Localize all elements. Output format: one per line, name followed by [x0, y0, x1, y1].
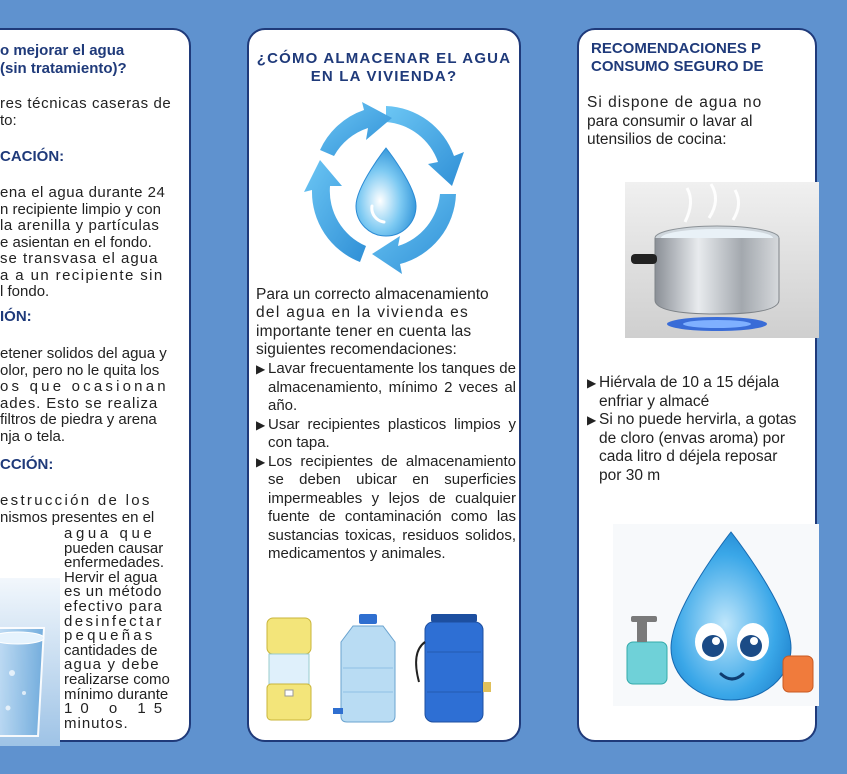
section-heading-filtration: IÓN:	[0, 308, 32, 325]
water-glass-icon	[0, 578, 60, 746]
panel3-title	[591, 40, 764, 76]
list-item: ▶ Los recipientes de almacenamiento se deben ubicar en superficies impermeables y lejos de cualquier fuente de contaminación como las sustancias toxicas, residuos solidos, medicamentos y animales.	[256, 453, 516, 564]
text-line: agua que	[64, 525, 156, 542]
text-line: enfermedades.	[64, 554, 165, 572]
list-item: ▶ Lavar frecuentamente los tanques de almacenamiento, mínimo 2 veces al año.	[256, 360, 516, 416]
section-text-sedimentation	[0, 185, 165, 301]
panel3-title-line: RECOMENDACIONES P	[591, 40, 762, 57]
list-item: ▶ Hiérvala de 10 a 15 déjala enfriar y almacé	[587, 374, 799, 411]
boiling-pot-icon	[625, 182, 819, 338]
text-line: efectivo para	[64, 597, 163, 615]
panel1-title-line: o mejorar el agua	[0, 42, 125, 59]
text-line: 10 o 15	[64, 700, 171, 718]
text-line: nismos presentes en el	[0, 508, 155, 526]
section-heading-disinfection: CCIÓN:	[0, 456, 54, 473]
panel2-title-line: EN LA VIVIENDA?	[310, 68, 458, 85]
panel2-recommendations-list	[256, 360, 516, 564]
text-line: Hervir el agua	[64, 568, 158, 586]
text-line: a a un recipiente sin	[0, 266, 164, 284]
panel1-title-line: (sin tratamiento)?	[0, 60, 127, 77]
text-line: siguientes recomendaciones:	[256, 341, 457, 359]
text-line: para consumir o lavar al	[587, 112, 753, 130]
text-line: estrucción de los	[0, 492, 152, 509]
text-line: agua y debe	[64, 656, 160, 674]
panel-safe-consumption	[577, 28, 817, 742]
text-line: e asientan en el fondo.	[0, 233, 152, 251]
water-containers-icon	[261, 612, 511, 724]
panel1-title	[0, 42, 127, 78]
text-line: del agua en la vivienda es	[256, 304, 470, 322]
text-line: Si dispone de agua no	[587, 94, 763, 111]
panel2-title	[249, 50, 519, 86]
intro-line: res técnicas caseras de	[0, 95, 172, 112]
text-line: ades. Esto se realiza	[0, 394, 159, 412]
text-line: importante tener en cuenta las	[256, 322, 472, 340]
section-text-disinfection	[0, 493, 154, 526]
section-text-filtration	[0, 346, 169, 445]
panel3-recommendations-list	[587, 374, 847, 485]
text-line: filtros de piedra y arena	[0, 411, 157, 428]
water-recycle-drop-icon	[304, 94, 468, 276]
text-line: os que ocasionan	[0, 378, 169, 395]
text-line: l fondo.	[0, 283, 50, 300]
text-line: etener solidos del agua y	[0, 345, 167, 362]
list-item: ▶ Usar recipientes plasticos limpios y con tapa.	[256, 416, 516, 453]
text-line: realizarse como	[64, 670, 170, 688]
panel1-intro	[0, 96, 171, 129]
text-line: ena el agua durante 24	[0, 184, 166, 201]
text-line: minutos.	[64, 714, 129, 732]
intro-line: to:	[0, 111, 17, 129]
list-item: ▶ Si no puede hervirla, a gotas de cloro (envas aroma) por cada litro d déjela reposar por 30 m	[587, 411, 799, 485]
text-line: cantidades de	[64, 641, 158, 659]
text-line: se transvasa el agua	[0, 250, 159, 267]
section-side-text-disinfection	[64, 527, 170, 731]
panel-water-storage	[247, 28, 521, 742]
panel3-intro	[587, 94, 762, 150]
panel-water-treatment	[0, 28, 191, 742]
panel2-intro	[256, 286, 516, 360]
text-line: mínimo durante	[64, 685, 169, 703]
section-heading-sedimentation: CACIÓN:	[0, 148, 65, 165]
panel2-title-line: ¿CÓMO ALMACENAR EL AGUA	[256, 50, 512, 67]
text-line: pequeñas	[64, 627, 156, 645]
text-line: utensilios de cocina:	[587, 131, 727, 149]
text-line: es un método	[64, 583, 163, 601]
panel3-title-line: CONSUMO SEGURO DE	[591, 58, 764, 75]
text-line: nja o tela.	[0, 427, 66, 445]
text-line: pueden causar	[64, 539, 164, 557]
text-line: desinfectar	[64, 612, 164, 630]
cartoon-water-drop-icon	[613, 524, 819, 706]
text-line: Para un correcto almacenamiento	[256, 286, 489, 303]
text-line: olor, pero no le quita los	[0, 361, 160, 379]
text-line: n recipiente limpio y con	[0, 200, 161, 218]
text-line: la arenilla y partículas	[0, 217, 160, 234]
